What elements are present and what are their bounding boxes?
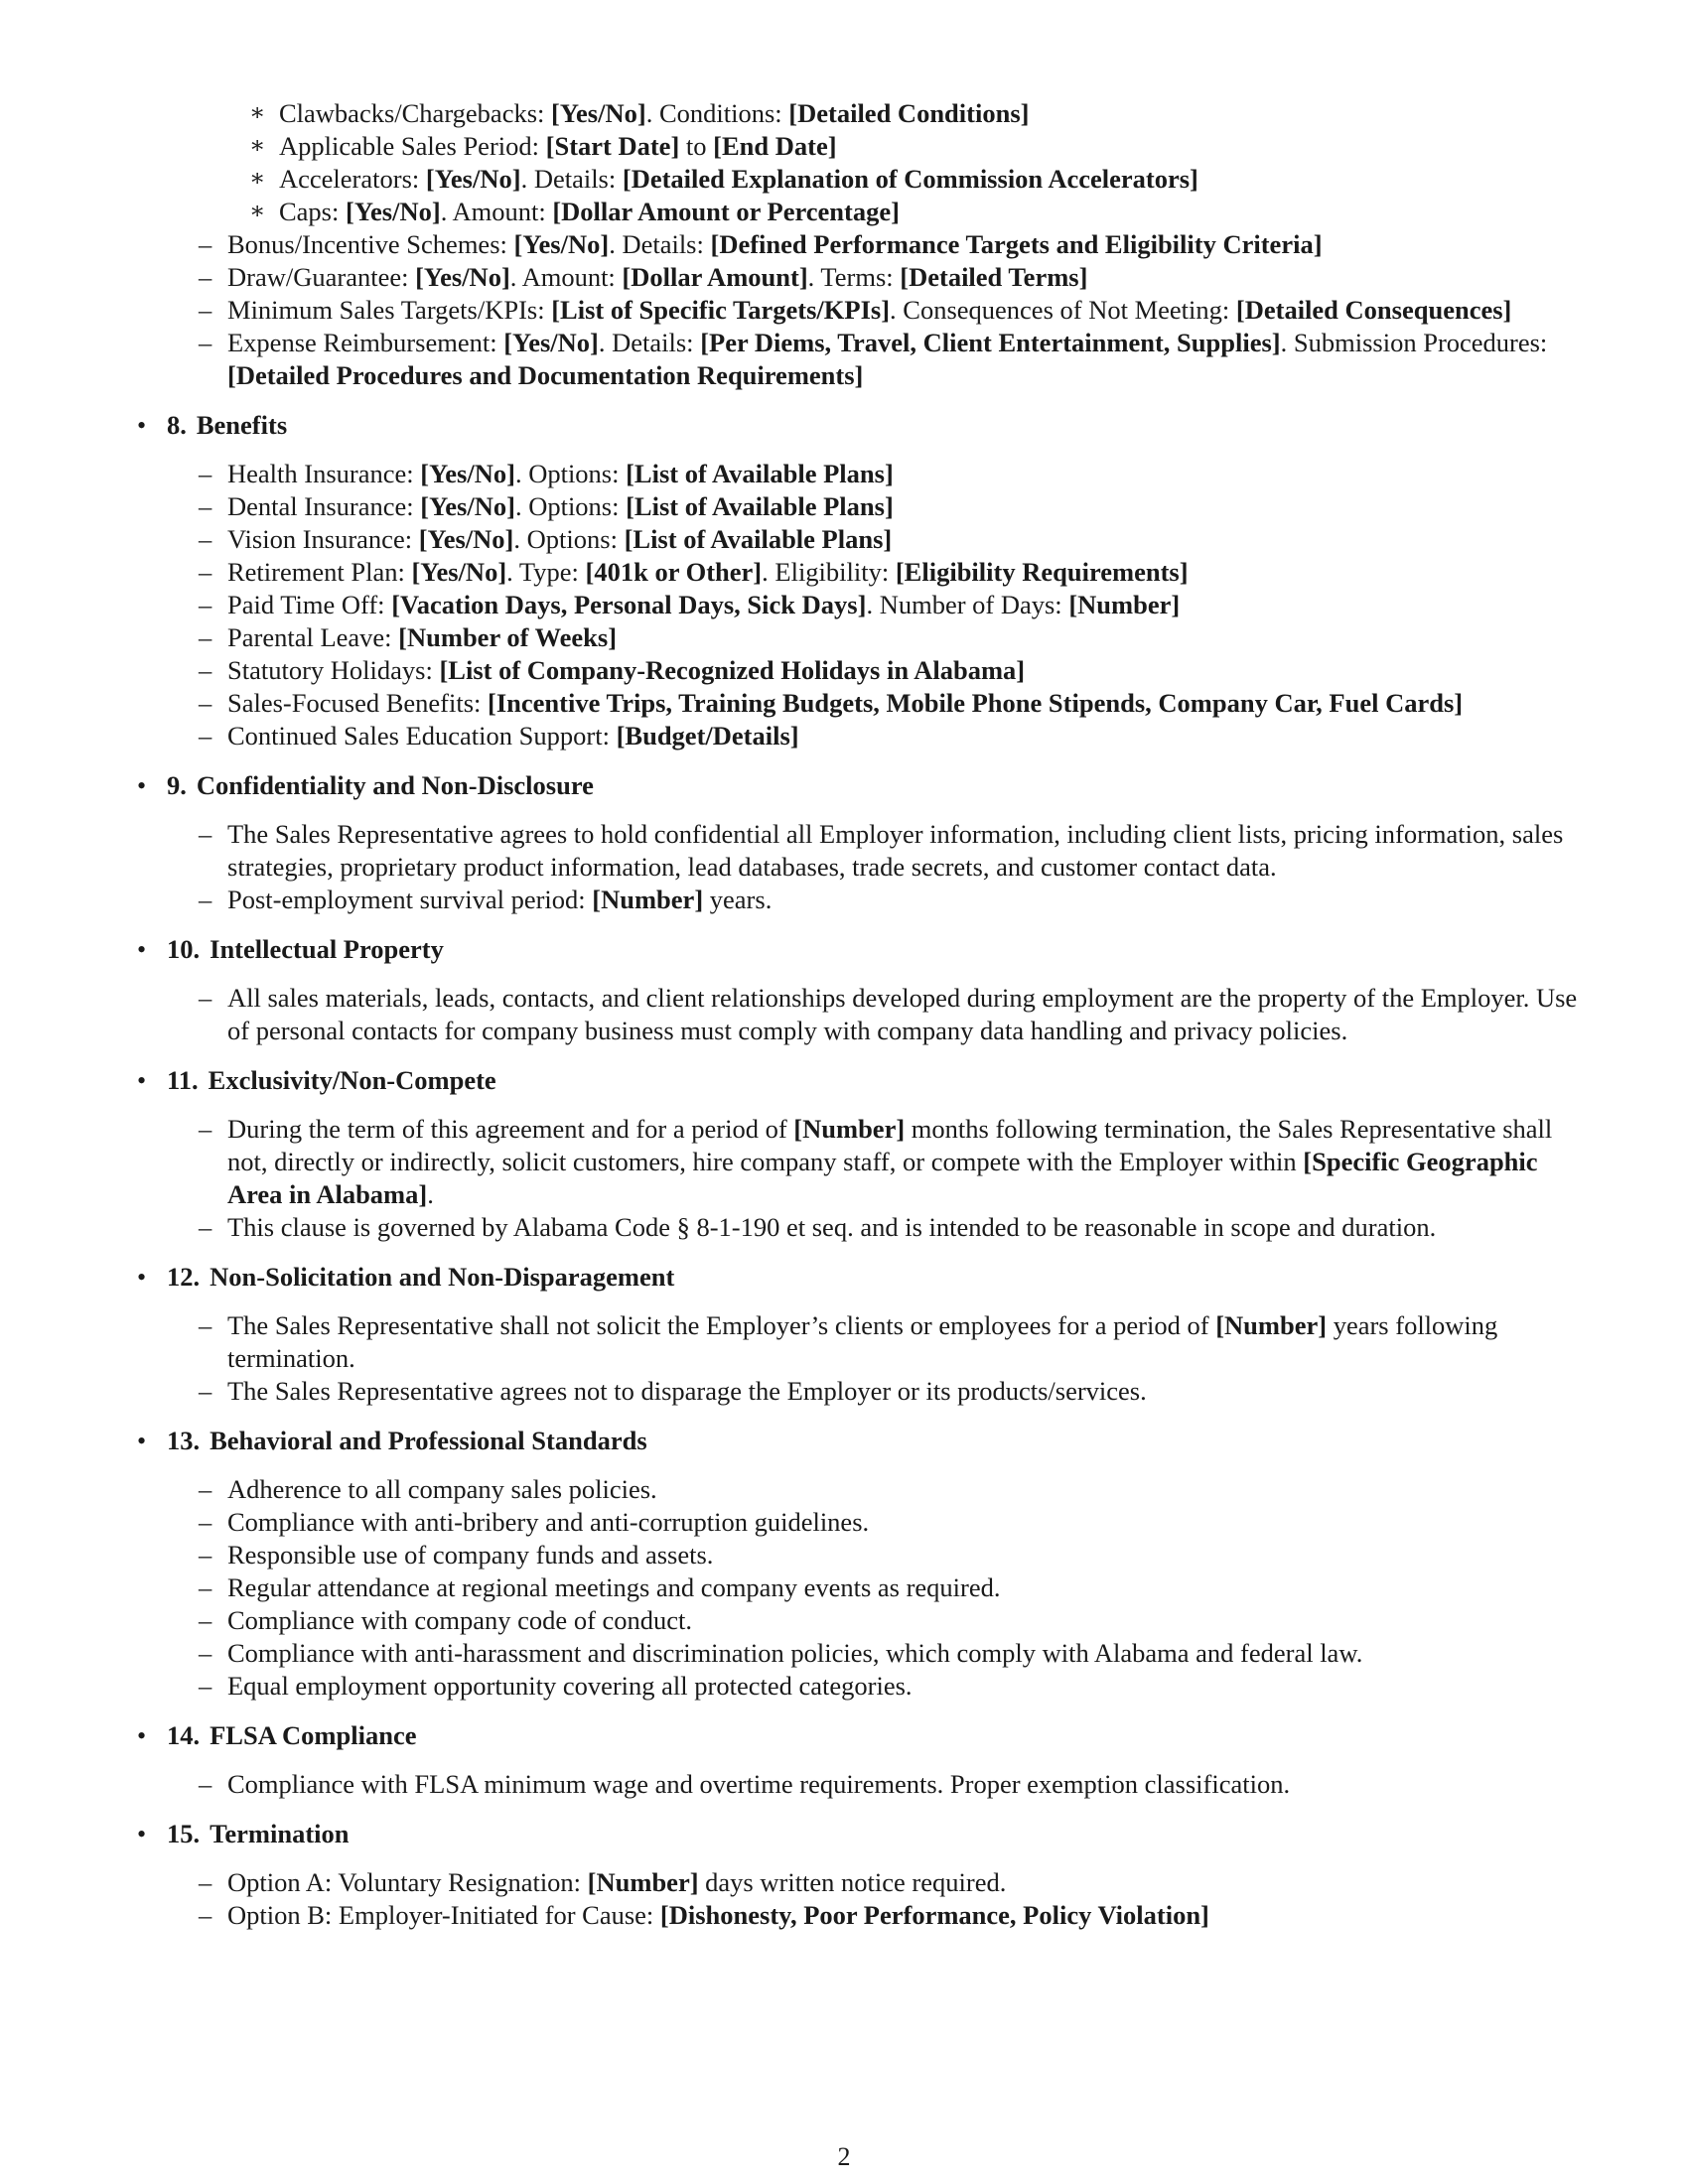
item-text: months following termination, the Sales Representative shall not, directly or indirectly, solicit customers, hire company staff, or compete with the Employer within <box>227 1114 1553 1176</box>
section-item <box>167 1571 1591 1604</box>
section-title: Non-Solicitation and Non-Disparagement <box>210 1262 675 1292</box>
field-placeholder: [Yes/No] <box>425 164 521 194</box>
item-text: Accelerators: <box>279 164 426 194</box>
section-item <box>167 1309 1591 1375</box>
item-text: . Conditions: <box>645 98 789 128</box>
section-item <box>167 1604 1591 1637</box>
field-placeholder: [Vacation Days, Personal Days, Sick Days] <box>391 590 867 619</box>
section-item <box>167 654 1591 687</box>
section-item <box>167 1506 1591 1539</box>
field-placeholder: [Defined Performance Targets and Eligibility Criteria] <box>710 229 1323 259</box>
section-item-list <box>167 1113 1591 1244</box>
item-text: Paid Time Off: <box>227 590 392 619</box>
item-text: Adherence to all company sales policies. <box>227 1474 657 1504</box>
item-text: Post-employment survival period: <box>227 885 593 914</box>
field-placeholder: [Start Date] <box>545 131 680 161</box>
section-number: 12. <box>167 1262 201 1292</box>
field-placeholder: [Yes/No] <box>411 557 507 587</box>
commission-detail-item <box>127 163 1591 196</box>
field-placeholder: [Detailed Terms] <box>900 262 1088 292</box>
section-heading <box>167 1719 1591 1752</box>
item-text: Regular attendance at regional meetings and company events as required. <box>227 1572 1001 1602</box>
item-text: Compliance with anti-harassment and discrimination policies, which comply with Alabama and federal law. <box>227 1638 1363 1668</box>
item-text: Clawbacks/Chargebacks: <box>279 98 552 128</box>
item-text: Parental Leave: <box>227 622 399 652</box>
section-heading <box>167 769 1591 802</box>
item-text: Dental Insurance: <box>227 491 421 521</box>
section-heading <box>167 1064 1591 1097</box>
item-text: Expense Reimbursement: <box>227 328 504 357</box>
item-text: Bonus/Incentive Schemes: <box>227 229 514 259</box>
section-heading <box>167 1425 1591 1457</box>
section <box>127 1719 1591 1801</box>
item-text: . Options: <box>514 491 627 521</box>
section-title: Benefits <box>196 410 288 440</box>
section <box>127 409 1591 752</box>
compensation-item <box>127 228 1591 261</box>
item-text: Health Insurance: <box>227 459 421 488</box>
section-item <box>167 1473 1591 1506</box>
compensation-item-list <box>127 228 1591 392</box>
item-text: Option B: Employer-Initiated for Cause: <box>227 1900 660 1930</box>
item-text: Compliance with company code of conduct. <box>227 1605 693 1635</box>
item-text: Responsible use of company funds and assets. <box>227 1540 714 1570</box>
section-item <box>167 687 1591 720</box>
item-text: Applicable Sales Period: <box>279 131 546 161</box>
field-placeholder: [Budget/Details] <box>616 721 799 751</box>
commission-detail-item <box>127 97 1591 130</box>
commission-detail-list <box>127 97 1591 228</box>
field-placeholder: [Eligibility Requirements] <box>895 557 1189 587</box>
field-placeholder: [List of Available Plans] <box>626 459 894 488</box>
field-placeholder: [List of Specific Targets/KPIs] <box>551 295 891 325</box>
section-item <box>167 1539 1591 1571</box>
item-text: Statutory Holidays: <box>227 655 440 685</box>
item-text: . Options: <box>513 524 625 554</box>
item-text: years. <box>703 885 773 914</box>
field-placeholder: [Detailed Procedures and Documentation Requirements] <box>227 360 864 390</box>
section <box>127 933 1591 1047</box>
section-item <box>167 1637 1591 1670</box>
section-item <box>167 589 1591 621</box>
section-title: FLSA Compliance <box>210 1720 417 1750</box>
item-text: . Terms: <box>807 262 901 292</box>
document-body <box>127 97 1591 1932</box>
section-item <box>167 884 1591 916</box>
item-text: Vision Insurance: <box>227 524 419 554</box>
section-item <box>167 1670 1591 1703</box>
field-placeholder: [Specific Geographic Area in Alabama] <box>227 1147 1538 1209</box>
field-placeholder: [Detailed Explanation of Commission Accelerators] <box>622 164 1198 194</box>
item-text: The Sales Representative agrees not to disparage the Employer or its products/services. <box>227 1376 1147 1406</box>
section-item-list <box>167 1473 1591 1703</box>
section-item <box>167 1211 1591 1244</box>
field-placeholder: [Number] <box>592 885 704 914</box>
item-text: . Submission Procedures: <box>1280 328 1548 357</box>
field-placeholder: [Yes/No] <box>420 491 515 521</box>
item-text: days written notice required. <box>698 1867 1007 1897</box>
section-number: 15. <box>167 1819 201 1848</box>
field-placeholder: [401k or Other] <box>585 557 763 587</box>
section-item <box>167 1899 1591 1932</box>
item-text: All sales materials, leads, contacts, and client relationships developed during employment are the property of the Employer. Use of personal contacts for company business must comply with company data handling and privacy policies. <box>227 983 1578 1045</box>
field-placeholder: [Dollar Amount] <box>622 262 808 292</box>
section-number: 8. <box>167 410 187 440</box>
item-text: . Number of Days: <box>866 590 1069 619</box>
item-text: During the term of this agreement and for a period of <box>227 1114 794 1144</box>
item-text: . Eligibility: <box>762 557 896 587</box>
item-text: . Amount: <box>440 197 553 226</box>
section-number: 14. <box>167 1720 201 1750</box>
section-heading <box>167 409 1591 442</box>
item-text: years following termination. <box>227 1310 1498 1373</box>
item-text: The Sales Representative shall not solicit the Employer’s clients or employees for a period of <box>227 1310 1216 1340</box>
section-item-list <box>167 818 1591 916</box>
section <box>127 1818 1591 1932</box>
compensation-item <box>127 261 1591 294</box>
item-text: Caps: <box>279 197 346 226</box>
section-item-list <box>167 1866 1591 1932</box>
section-item-list <box>167 458 1591 752</box>
field-placeholder: [Number of Weeks] <box>398 622 618 652</box>
section-heading <box>167 933 1591 966</box>
item-text: . Details: <box>520 164 623 194</box>
section-number: 10. <box>167 934 201 964</box>
section-title: Behavioral and Professional Standards <box>210 1426 647 1455</box>
field-placeholder: [Per Diems, Travel, Client Entertainment, Supplies] <box>700 328 1281 357</box>
section <box>127 1261 1591 1408</box>
item-text: Retirement Plan: <box>227 557 412 587</box>
compensation-item <box>127 294 1591 327</box>
field-placeholder: [Number] <box>793 1114 906 1144</box>
field-placeholder: [Yes/No] <box>418 524 514 554</box>
section-item <box>167 818 1591 884</box>
page-number: 2 <box>837 2142 851 2171</box>
section-item <box>167 523 1591 556</box>
section-item <box>167 1866 1591 1899</box>
section-item <box>167 1113 1591 1211</box>
item-text: Minimum Sales Targets/KPIs: <box>227 295 552 325</box>
section-number: 13. <box>167 1426 201 1455</box>
item-text: . Amount: <box>509 262 623 292</box>
section-title: Intellectual Property <box>210 934 444 964</box>
field-placeholder: [Yes/No] <box>503 328 599 357</box>
section-item-list <box>167 1309 1591 1408</box>
section-title: Confidentiality and Non-Disclosure <box>196 770 594 800</box>
commission-detail-item <box>127 196 1591 228</box>
field-placeholder: [Detailed Conditions] <box>788 98 1030 128</box>
item-text: . Type: <box>506 557 586 587</box>
field-placeholder: [Number] <box>587 1867 699 1897</box>
section-heading <box>167 1261 1591 1294</box>
field-placeholder: [Yes/No] <box>415 262 510 292</box>
section-list <box>127 409 1591 1932</box>
section-item <box>167 556 1591 589</box>
item-text: Compliance with anti-bribery and anti-corruption guidelines. <box>227 1507 870 1537</box>
field-placeholder: [Dollar Amount or Percentage] <box>552 197 900 226</box>
section-number: 11. <box>167 1065 199 1095</box>
item-text: . Consequences of Not Meeting: <box>890 295 1236 325</box>
item-text: Option A: Voluntary Resignation: <box>227 1867 588 1897</box>
section-item <box>167 982 1591 1047</box>
section <box>127 769 1591 916</box>
section <box>127 1064 1591 1244</box>
field-placeholder: [Number] <box>1215 1310 1328 1340</box>
field-placeholder: [List of Available Plans] <box>626 491 894 521</box>
item-text: Continued Sales Education Support: <box>227 721 617 751</box>
section-item <box>167 1768 1591 1801</box>
section-item <box>167 490 1591 523</box>
item-text: . Options: <box>514 459 627 488</box>
item-text: Draw/Guarantee: <box>227 262 416 292</box>
item-text: Equal employment opportunity covering all protected categories. <box>227 1671 913 1701</box>
item-text: . Details: <box>609 229 711 259</box>
field-placeholder: [Detailed Consequences] <box>1235 295 1512 325</box>
section-item <box>167 1375 1591 1408</box>
item-text: Sales-Focused Benefits: <box>227 688 489 718</box>
field-placeholder: [Dishonesty, Poor Performance, Policy Violation] <box>659 1900 1209 1930</box>
section-item <box>167 621 1591 654</box>
item-text: . Details: <box>598 328 701 357</box>
field-placeholder: [Yes/No] <box>551 98 646 128</box>
section-item-list <box>167 1768 1591 1801</box>
section-number: 9. <box>167 770 187 800</box>
compensation-item <box>127 327 1591 392</box>
section-item <box>167 458 1591 490</box>
item-text: to <box>679 131 714 161</box>
section-item-list <box>167 982 1591 1047</box>
field-placeholder: [Incentive Trips, Training Budgets, Mobile Phone Stipends, Company Car, Fuel Cards] <box>488 688 1464 718</box>
section-heading <box>167 1818 1591 1850</box>
field-placeholder: [List of Company-Recognized Holidays in Alabama] <box>439 655 1026 685</box>
section-title: Termination <box>210 1819 350 1848</box>
item-text: The Sales Representative agrees to hold confidential all Employer information, including client lists, pricing information, sales strategies, proprietary product information, lead databases, trade secrets, and customer contact data. <box>227 819 1564 882</box>
field-placeholder: [Yes/No] <box>420 459 515 488</box>
field-placeholder: [Number] <box>1068 590 1181 619</box>
field-placeholder: [Yes/No] <box>346 197 441 226</box>
field-placeholder: [List of Available Plans] <box>624 524 893 554</box>
commission-detail-item <box>127 130 1591 163</box>
field-placeholder: [End Date] <box>713 131 837 161</box>
item-text: Compliance with FLSA minimum wage and overtime requirements. Proper exemption classification. <box>227 1769 1291 1799</box>
item-text: This clause is governed by Alabama Code § 8-1-190 et seq. and is intended to be reasonable in scope and duration. <box>227 1212 1437 1242</box>
section-item <box>167 720 1591 752</box>
item-text: . <box>427 1179 434 1209</box>
continued-compensation-block <box>127 97 1591 392</box>
section-title: Exclusivity/Non-Compete <box>208 1065 496 1095</box>
section <box>127 1425 1591 1703</box>
field-placeholder: [Yes/No] <box>513 229 610 259</box>
